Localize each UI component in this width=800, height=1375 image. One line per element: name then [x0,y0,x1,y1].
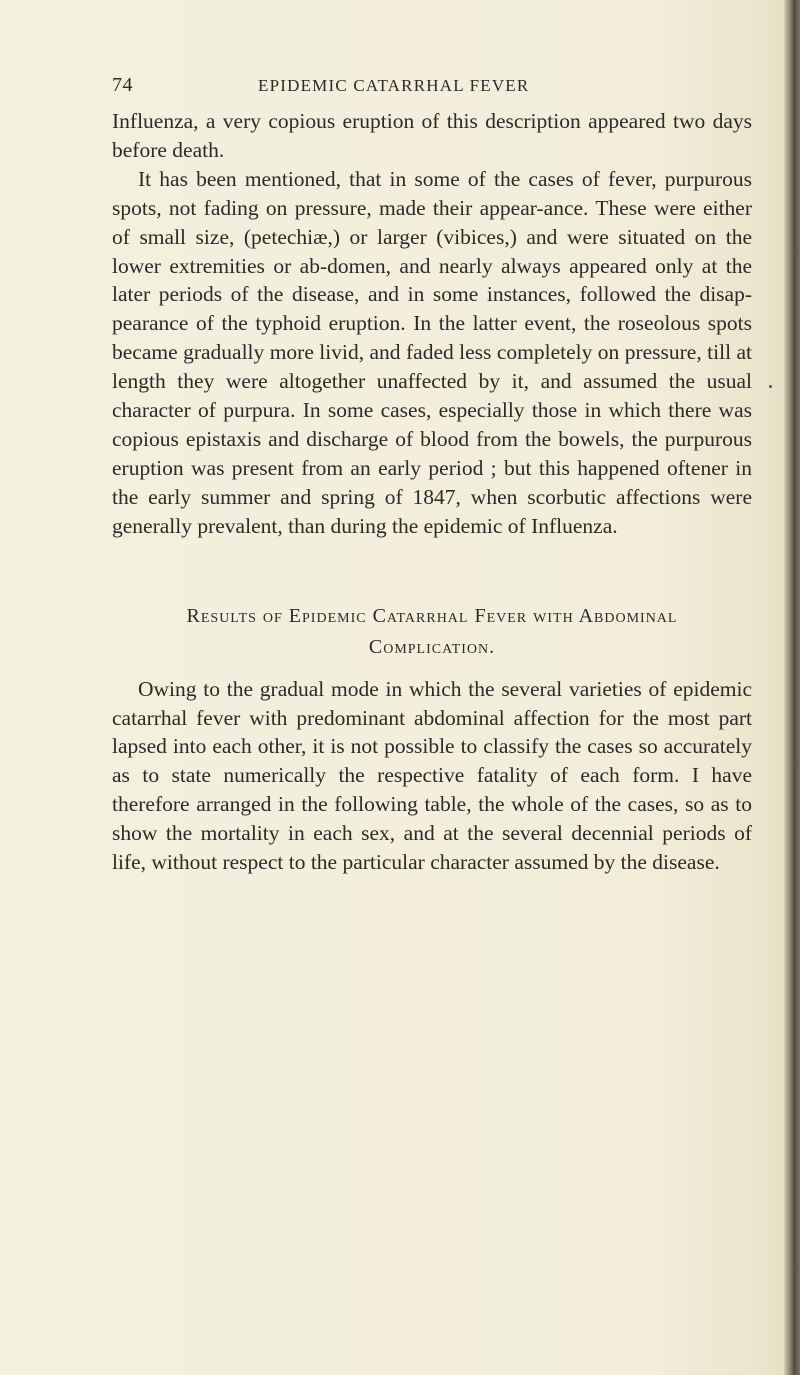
page-edge-shadow [784,0,800,1375]
section-title-line-1: Results of Epidemic Catarrhal Fever with Abdominal [186,604,678,627]
page-number: 74 [112,74,133,96]
section-title-line-2: Complication. [368,635,496,658]
page-header [112,74,752,102]
section-title [112,601,752,663]
paragraph-3: Owing to the gradual mode in which the several varieties of epidemic catarrhal fever with predominant abdominal affection for the most part lapsed into each other, it is not possible to classify the cases so accurately as to state numerically the respective fatality of each form. I have therefore arranged in the following table, the whole of the cases, so as to show the mortality in each sex, and at the several decennial periods of life, without respect to the particular character assumed by the disease. [112,676,752,875]
margin-speck [769,385,772,388]
paragraph-1: Influenza, a very copious eruption of this description appeared two days before death. [112,109,752,162]
running-title: EPIDEMIC CATARRHAL FEVER [258,76,530,95]
paragraph-2: It has been mentioned, that in some of the cases of fever, purpurous spots, not fading on pressure, made their appear-ance. These were either of small size, (petechiæ,) or larger (vibices,) and were situated on the lower extremities or ab-domen, and nearly always appeared only at the later periods of the disease, and in some instances, followed the disap-pearance of the typhoid eruption. In the latter event, the roseolous spots became gradually more livid, and faded less completely on pressure, till at length they were altogether unaffected by it, and assumed the usual character of purpura. In some cases, especially those in which there was copious epistaxis and discharge of blood from the bowels, the purpurous eruption was present from an early period ; but this happened oftener in the early summer and spring of 1847, when scorbutic affections were generally prevalent, than during the epidemic of Influenza. [112,166,752,538]
body-text [112,107,752,877]
